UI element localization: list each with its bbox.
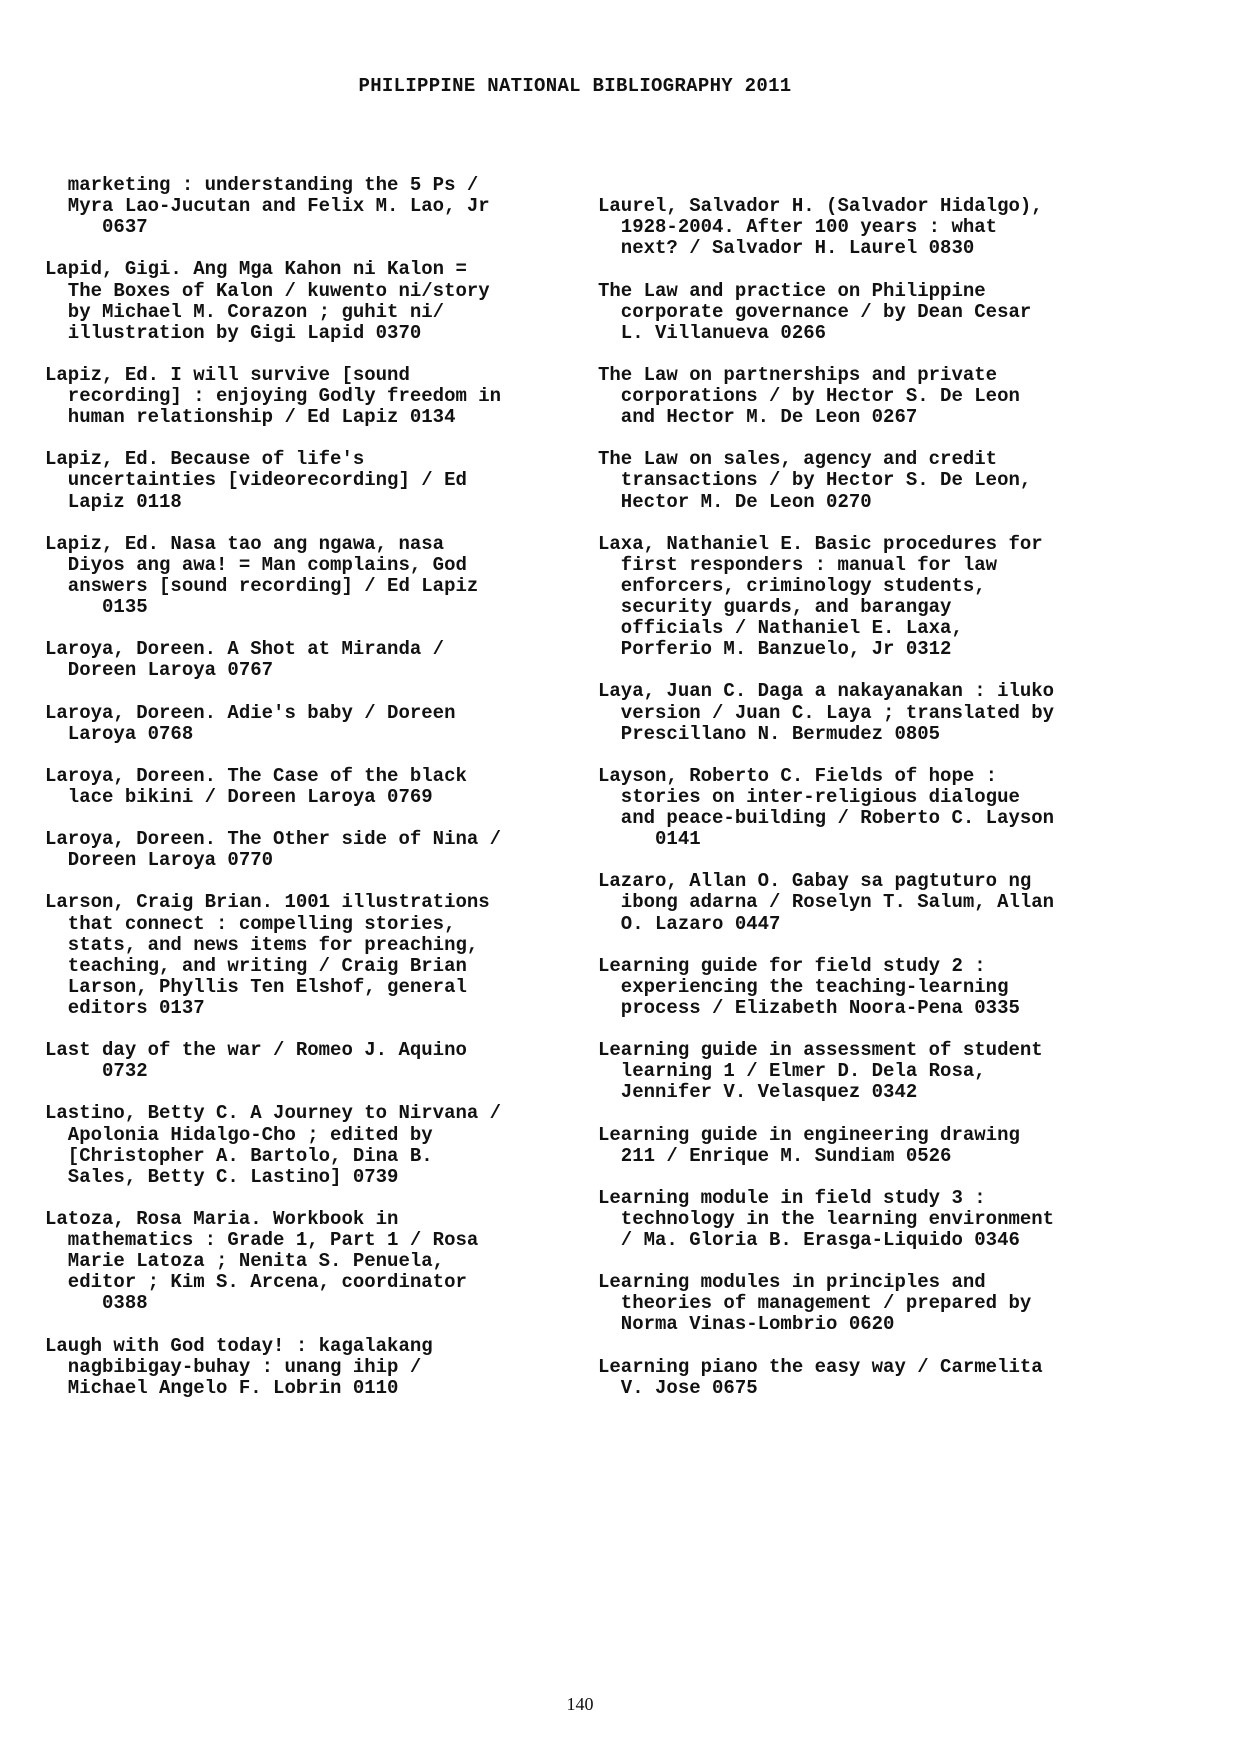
- left-entry-line: lace bikini / Doreen Laroya 0769: [45, 785, 433, 808]
- right-entry-line: Laxa, Nathaniel E. Basic procedures for: [598, 532, 1043, 555]
- page-number: 140: [566, 1694, 594, 1714]
- left-entry-line: by Michael M. Corazon ; guhit ni/: [45, 300, 445, 323]
- left-entry-line: editors 0137: [45, 996, 205, 1019]
- right-entry-line: The Law on sales, agency and credit: [598, 448, 998, 471]
- right-entry-line: Lazaro, Allan O. Gabay sa pagtuturo ng: [598, 870, 1032, 893]
- right-entry-line: experiencing the teaching-learning: [598, 975, 1009, 998]
- right-entry-line: Layson, Roberto C. Fields of hope :: [598, 764, 998, 787]
- right-entry-line: 0141: [598, 828, 701, 851]
- left-entry-line: Latoza, Rosa Maria. Workbook in: [45, 1207, 399, 1230]
- right-entry-line: stories on inter-religious dialogue: [598, 785, 1020, 808]
- right-entry-line: The Law on partnerships and private: [598, 363, 998, 386]
- right-entry-line: / Ma. Gloria B. Erasga-Liquido 0346: [598, 1229, 1020, 1251]
- left-entry-line: Doreen Laroya 0770: [45, 849, 274, 872]
- left-entry-line: [Christopher A. Bartolo, Dina B.: [45, 1144, 433, 1167]
- right-entry-line: 1928-2004. After 100 years : what: [598, 216, 998, 239]
- left-entry-line: Lastino, Betty C. A Journey to Nirvana /: [45, 1102, 502, 1125]
- left-entry-line: Myra Lao-Jucutan and Felix M. Lao, Jr: [45, 195, 490, 218]
- left-entry-line: 0732: [45, 1060, 148, 1083]
- left-entry-line: Lapiz, Ed. Nasa tao ang ngawa, nasa: [45, 532, 445, 555]
- right-entry-line: first responders : manual for law: [598, 553, 998, 576]
- left-entry-line: 0388: [45, 1292, 148, 1315]
- left-entry-line: The Boxes of Kalon / kuwento ni/story: [45, 279, 490, 302]
- right-entry-line: Jennifer V. Velasquez 0342: [598, 1081, 918, 1104]
- left-entry-line: Last day of the war / Romeo J. Aquino: [45, 1039, 467, 1062]
- right-entry-line: Norma Vinas-Lombrio 0620: [598, 1313, 895, 1336]
- left-entry-line: 0637: [45, 216, 148, 239]
- right-entry-line: 211 / Enrique M. Sundiam 0526: [598, 1144, 952, 1167]
- right-entry-line: process / Elizabeth Noora-Pena 0335: [598, 996, 1020, 1019]
- left-entry-line: Larson, Craig Brian. 1001 illustrations: [45, 891, 490, 914]
- right-entry-line: theories of management / prepared by: [598, 1292, 1032, 1315]
- right-entry-line: Learning piano the easy way / Carmelita: [598, 1355, 1043, 1378]
- left-entry-line: Laroya 0768: [45, 722, 194, 745]
- left-entry-line: 0135: [45, 596, 148, 618]
- left-entry-line: Doreen Laroya 0767: [45, 659, 274, 682]
- right-entry-line: L. Villanueva 0266: [598, 321, 827, 344]
- left-entry-line: Lapid, Gigi. Ang Mga Kahon ni Kalon =: [45, 258, 467, 281]
- right-entry-line: O. Lazaro 0447: [598, 912, 781, 935]
- right-entry-line: learning 1 / Elmer D. Dela Rosa,: [598, 1060, 986, 1083]
- right-entry-line: The Law and practice on Philippine: [598, 279, 986, 302]
- left-entry-line: stats, and news items for preaching,: [45, 933, 479, 956]
- left-entry-line: Lapiz 0118: [45, 490, 182, 513]
- right-entry-line: Laya, Juan C. Daga a nakayanakan : iluko: [598, 680, 1055, 703]
- right-entry-line: officials / Nathaniel E. Laxa,: [598, 617, 963, 640]
- right-entry-line: transactions / by Hector S. De Leon,: [598, 469, 1032, 492]
- left-entry-line: Laroya, Doreen. Adie's baby / Doreen: [45, 701, 456, 724]
- right-entry-line: ibong adarna / Roselyn T. Salum, Allan: [598, 891, 1055, 914]
- right-entry-line: enforcers, criminology students,: [598, 574, 986, 597]
- left-entry-line: mathematics : Grade 1, Part 1 / Rosa: [45, 1229, 479, 1251]
- right-entry-line: next? / Salvador H. Laurel 0830: [598, 237, 975, 260]
- left-entry-line: teaching, and writing / Craig Brian: [45, 954, 467, 977]
- left-entry-line: Larson, Phyllis Ten Elshof, general: [45, 975, 467, 998]
- right-entry-line: corporations / by Hector S. De Leon: [598, 385, 1020, 407]
- right-entry-line: Learning module in field study 3 :: [598, 1186, 986, 1209]
- left-entry-line: Laroya, Doreen. A Shot at Miranda /: [45, 638, 445, 661]
- right-entry-line: Hector M. De Leon 0270: [598, 490, 872, 513]
- left-entry-line: Lapiz, Ed. Because of life's: [45, 448, 365, 471]
- left-entry-line: recording] : enjoying Godly freedom in: [45, 385, 502, 407]
- left-entry-line: marketing : understanding the 5 Ps /: [45, 174, 479, 196]
- left-entry-line: illustration by Gigi Lapid 0370: [45, 321, 422, 344]
- right-entry-line: Laurel, Salvador H. (Salvador Hidalgo),: [598, 195, 1043, 218]
- left-entry-line: Lapiz, Ed. I will survive [sound: [45, 363, 410, 386]
- left-entry-line: Laroya, Doreen. The Other side of Nina /: [45, 828, 502, 851]
- left-entry-line: uncertainties [videorecording] / Ed: [45, 469, 467, 492]
- left-entry-line: Diyos ang awa! = Man complains, God: [45, 553, 467, 576]
- page-header: PHILIPPINE NATIONAL BIBLIOGRAPHY 2011: [358, 75, 792, 97]
- right-entry-line: Prescillano N. Bermudez 0805: [598, 722, 941, 745]
- left-entry-line: answers [sound recording] / Ed Lapiz: [45, 574, 479, 597]
- right-entry-line: V. Jose 0675: [598, 1376, 758, 1399]
- right-entry-line: Learning modules in principles and: [598, 1271, 986, 1294]
- left-entry-line: Michael Angelo F. Lobrin 0110: [45, 1376, 399, 1399]
- left-entry-line: human relationship / Ed Lapiz 0134: [45, 406, 456, 429]
- left-entry-line: Laroya, Doreen. The Case of the black: [45, 764, 467, 787]
- right-entry-line: and Hector M. De Leon 0267: [598, 406, 918, 429]
- right-entry-line: security guards, and barangay: [598, 596, 952, 618]
- right-entry-line: Learning guide for field study 2 :: [598, 954, 986, 977]
- right-entry-line: and peace-building / Roberto C. Layson: [598, 807, 1055, 829]
- right-entry-line: Learning guide in engineering drawing: [598, 1123, 1020, 1146]
- left-entry-line: Sales, Betty C. Lastino] 0739: [45, 1165, 399, 1188]
- right-entry-line: Porferio M. Banzuelo, Jr 0312: [598, 638, 952, 661]
- left-entry-line: editor ; Kim S. Arcena, coordinator: [45, 1271, 467, 1294]
- left-entry-line: nagbibigay-buhay : unang ihip /: [45, 1355, 422, 1378]
- left-entry-line: Apolonia Hidalgo-Cho ; edited by: [45, 1123, 433, 1146]
- right-entry-line: Learning guide in assessment of student: [598, 1039, 1043, 1062]
- left-entry-line: Laugh with God today! : kagalakang: [45, 1334, 433, 1357]
- right-entry-line: version / Juan C. Laya ; translated by: [598, 701, 1055, 724]
- right-entry-line: technology in the learning environment: [598, 1207, 1055, 1230]
- right-entry-line: corporate governance / by Dean Cesar: [598, 300, 1032, 323]
- left-entry-line: Marie Latoza ; Nenita S. Penuela,: [45, 1250, 445, 1273]
- left-entry-line: that connect : compelling stories,: [45, 912, 456, 935]
